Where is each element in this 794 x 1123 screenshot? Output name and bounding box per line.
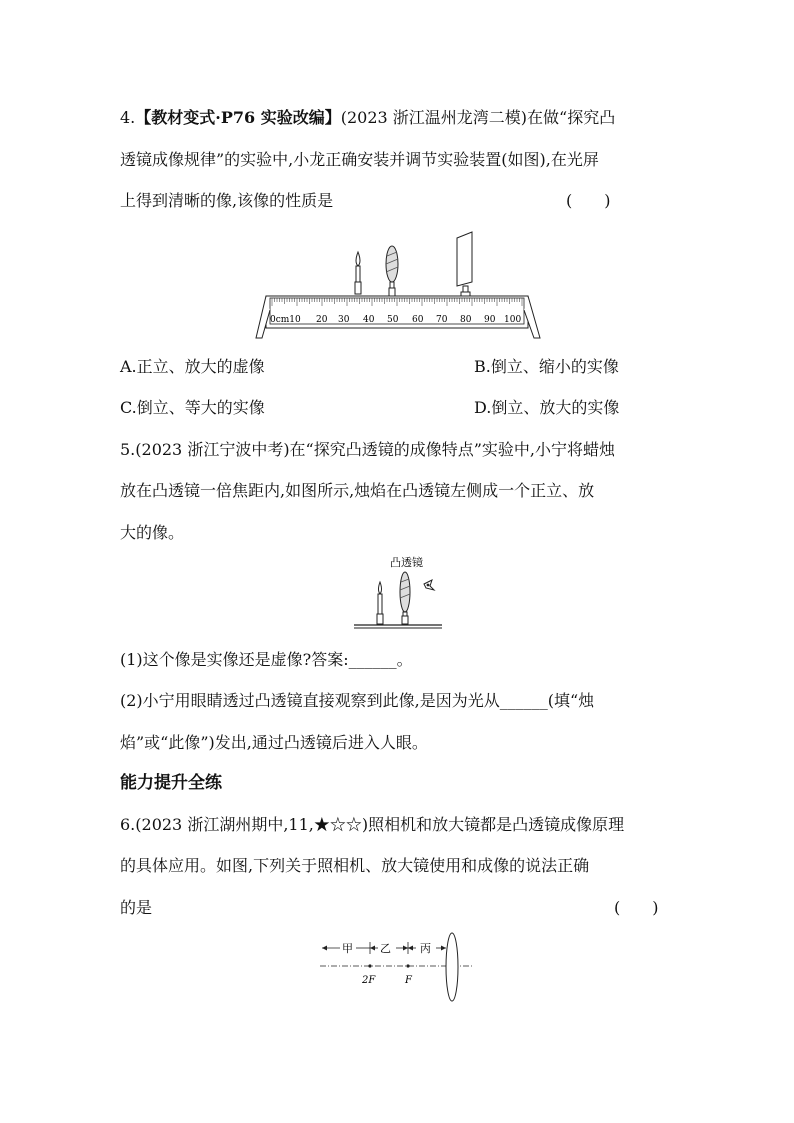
q5-sub-1: (1)这个像是实像还是虚像?答案:______。 [120,650,413,669]
ruler-label: 0cm10 [270,315,301,325]
ruler-label: 20 [316,315,328,325]
q6-answer-bracket: ( ) [614,898,659,917]
q6-line-1: 6.(2023 浙江湖州期中,11,★☆☆)照相机和放大镜都是凸透镜成像原理 [120,815,625,834]
q4-option-b: B.倒立、缩小的实像 [474,357,619,376]
section-title: 能力提升全练 [120,773,222,793]
q6-lens-regions-figure [318,930,476,1004]
region-label-yi: 乙 [380,942,391,955]
q5-line-2: 放在凸透镜一倍焦距内,如图所示,烛焰在凸透镜左侧成一个正立、放 [120,481,595,500]
ruler-label: 30 [338,315,350,325]
q5-figure-label: 凸透镜 [390,556,423,569]
region-label-bing: 丙 [420,942,431,955]
label-2f: 2F [362,975,376,986]
q5-sub-2-line-2: 焰”或“此像”)发出,通过凸透镜后进入人眼。 [120,733,428,752]
ruler-label: 50 [387,315,399,325]
ruler-label: 100 [504,315,522,325]
candle-icon [377,582,383,624]
screen-icon [457,232,472,297]
point-f [406,964,409,967]
ruler-label: 40 [363,315,375,325]
q5-line-1: 5.(2023 浙江宁波中考)在“探究凸透镜的成像特点”实验中,小宁将蜡烛 [120,440,616,459]
q4-tag: 【教材变式·P76 实验改编】 [135,108,341,127]
q4-line-1 [120,108,615,128]
eye-icon [424,580,434,590]
q4-line1-text: (2023 浙江温州龙湾二模)在做“探究凸 [340,108,616,127]
q5-lens-candle-figure [350,554,450,636]
point-2f [368,964,371,967]
q5-line-3: 大的像。 [120,523,185,542]
q4-line-2: 透镜成像规律”的实验中,小龙正确安装并调节实验装置(如图),在光屏 [120,150,599,169]
ruler-label: 90 [484,315,496,325]
q4-number: 4. [120,108,136,127]
lens-icon [400,572,410,624]
ruler-label: 80 [460,315,472,325]
q4-option-d: D.倒立、放大的实像 [474,398,620,417]
q4-line-3: 上得到清晰的像,该像的性质是 [120,191,334,210]
q4-option-c: C.倒立、等大的实像 [120,398,265,417]
q5-sub-2-line-1: (2)小宁用眼睛透过凸透镜直接观察到此像,是因为光从______(填“烛 [120,691,595,710]
lens-icon [386,246,398,296]
q4-option-a: A.正立、放大的虚像 [120,357,265,376]
ruler-label: 70 [436,315,448,325]
label-f: F [405,975,412,986]
q4-optical-bench-figure [250,226,550,342]
q6-line-2: 的具体应用。如图,下列关于照相机、放大镜使用和成像的说法正确 [120,856,590,875]
convex-lens-icon [446,933,458,1001]
region-label-jia: 甲 [342,942,353,955]
ruler-label: 60 [412,315,424,325]
q4-answer-bracket: ( ) [566,191,611,210]
q6-line-3: 的是 [120,898,153,917]
candle-icon [355,252,361,294]
